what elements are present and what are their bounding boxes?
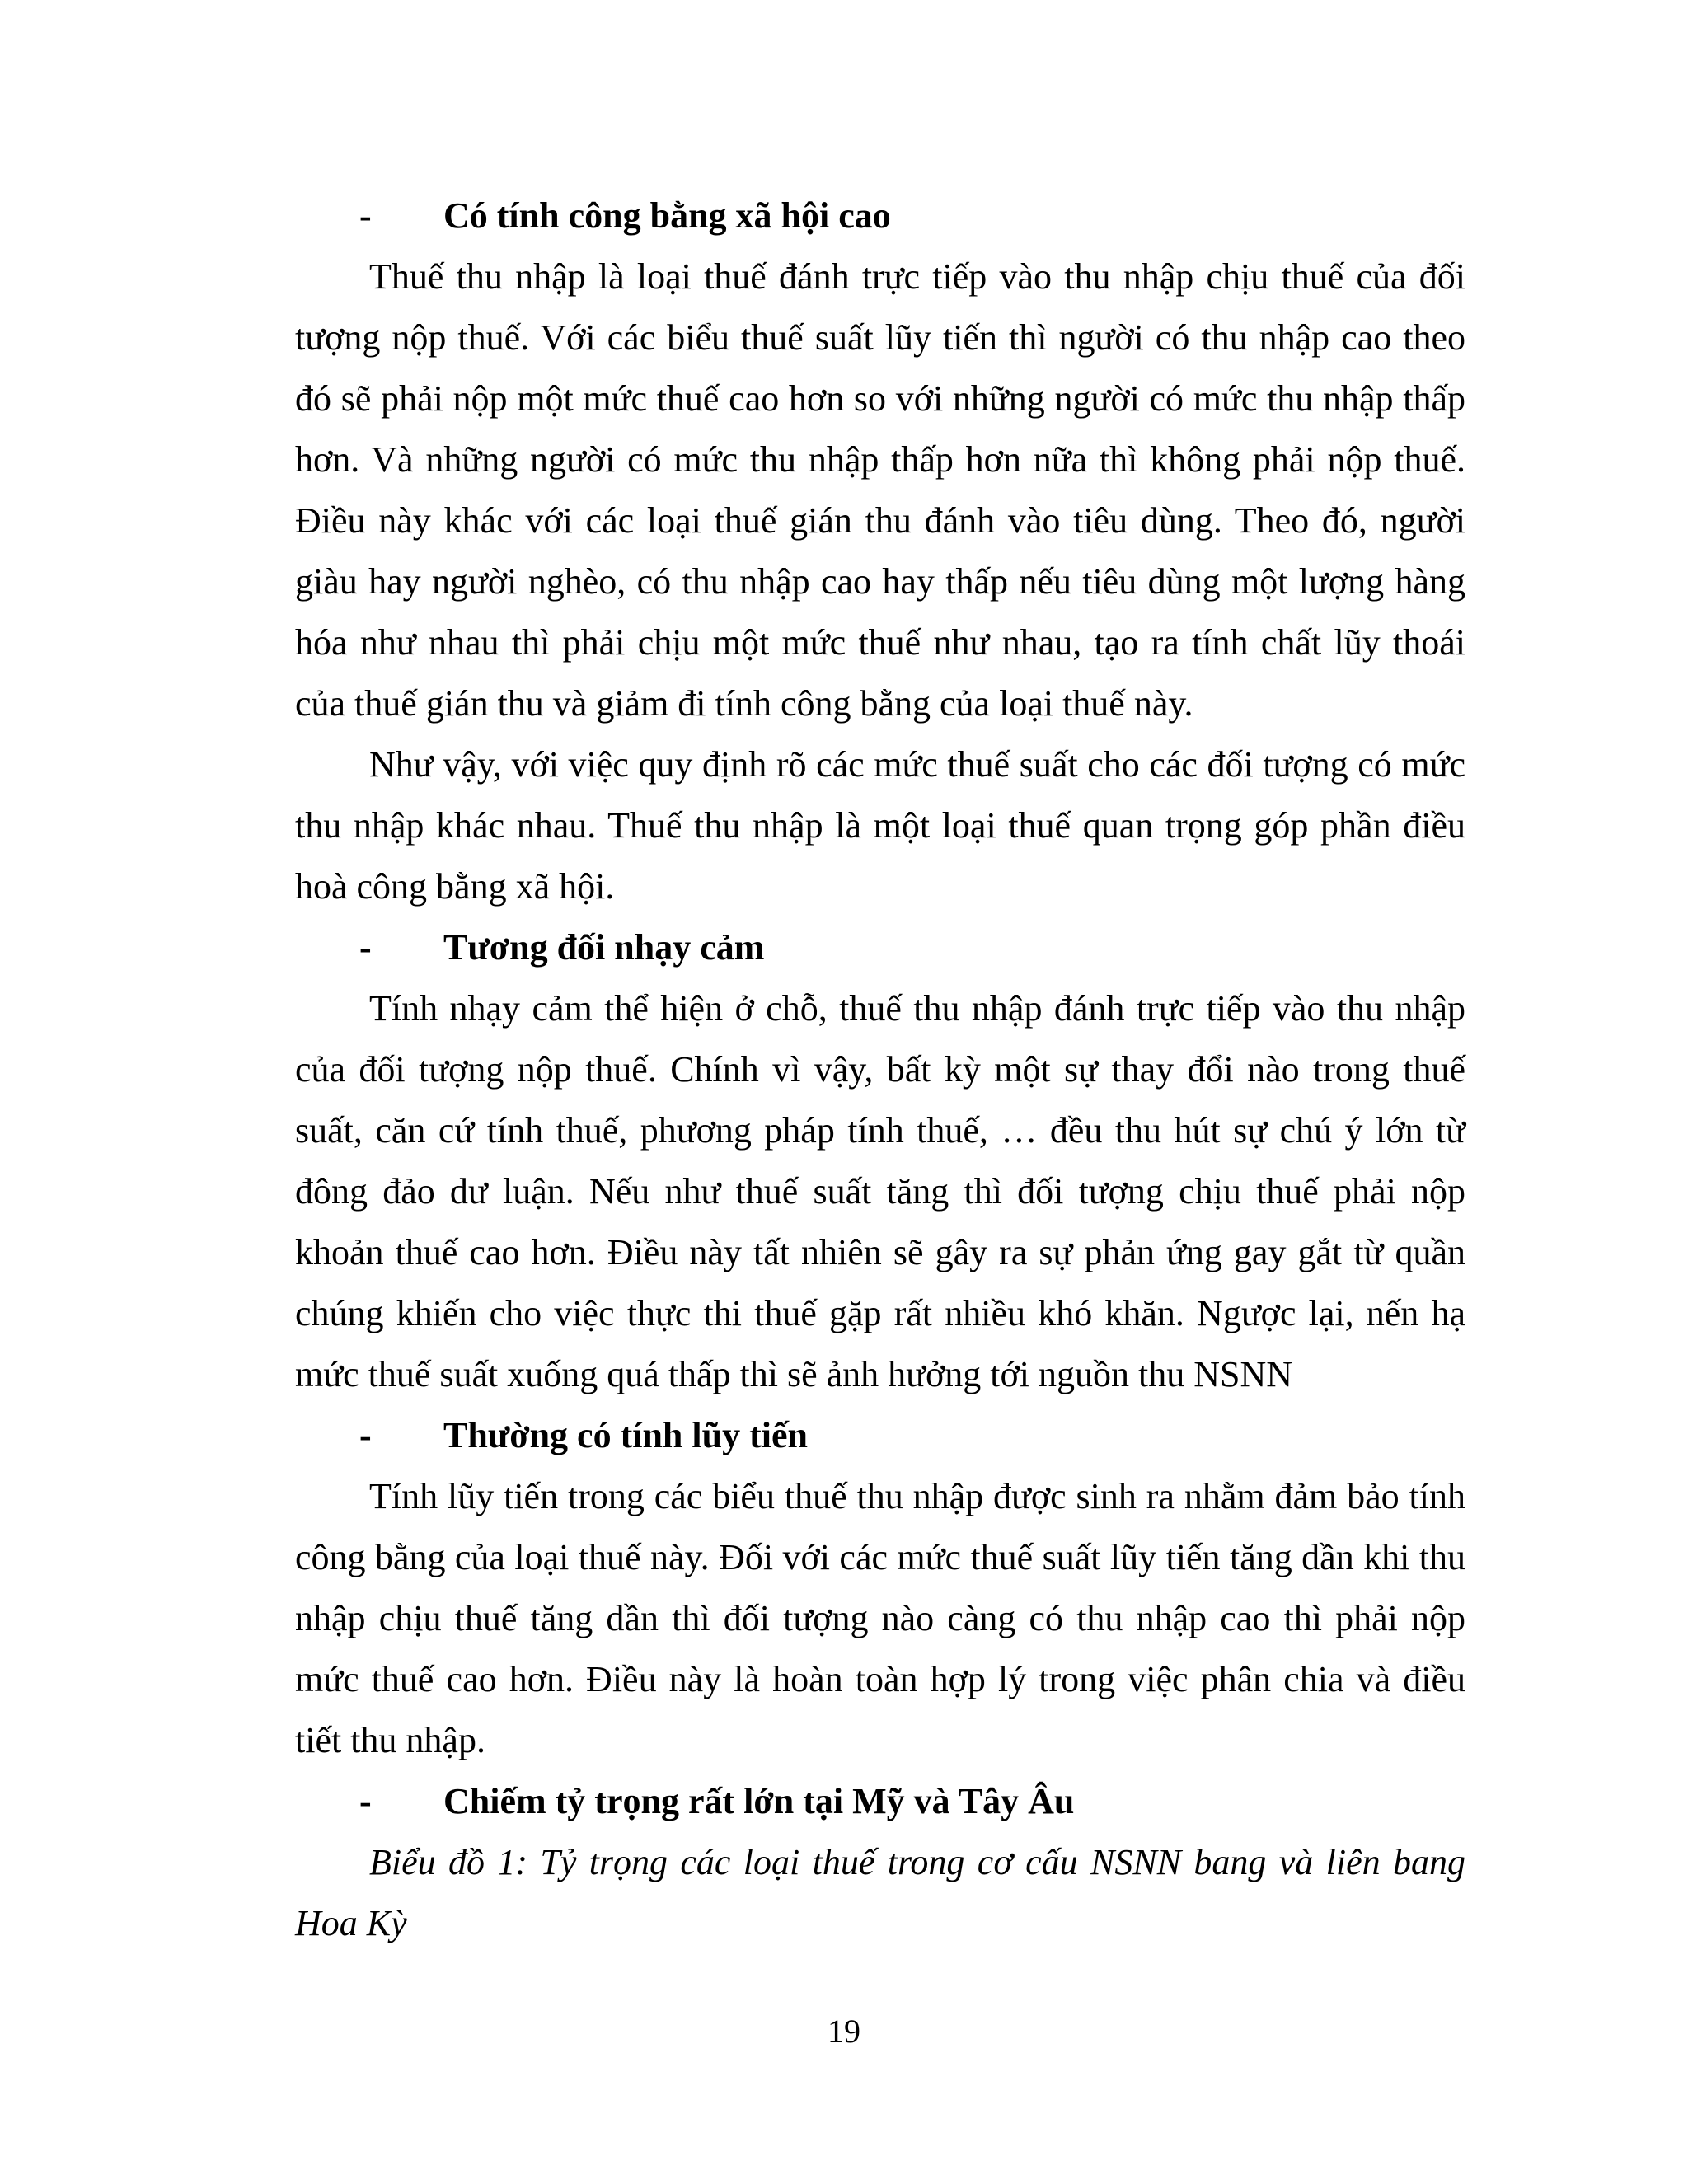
paragraph-sensitivity: Tính nhạy cảm thể hiện ở chỗ, thuế thu nhập đánh trực tiếp vào thu nhập của đối tượng nộp thuế. Chính vì vậy, bất kỳ một sự thay đổi nào trong thuế suất, căn cứ tính thuế, phương pháp tính thuế, … đều thu hút sự chú ý lớn từ đông đảo dư luận. Nếu như thuế suất tăng thì đối tượng chịu thuế phải nộp khoản thuế cao hơn. Điều này tất nhiên sẽ gây ra sự phản ứng gay gắt từ quần chúng khiến cho việc thực thi thuế gặp rất nhiều khó khăn. Ngược lại, nến hạ mức thuế suất xuống quá thấp thì sẽ ảnh hưởng tới nguồn thu NSNN	[295, 988, 1465, 1394]
section-heading-social-equity	[295, 185, 1465, 246]
figure-caption: Biểu đồ 1: Tỷ trọng các loại thuế trong cơ cấu NSNN bang và liên bang Hoa Kỳ	[295, 1842, 1465, 1943]
section-heading-progressive	[295, 1405, 1465, 1466]
bullet-dash: -	[359, 927, 372, 968]
heading-text: Tương đối nhạy cảm	[443, 927, 765, 968]
paragraph-social-equity-1: Thuế thu nhập là loại thuế đánh trực tiếp vào thu nhập chịu thuế của đối tượng nộp thuế. Với các biểu thuế suất lũy tiến thì người có thu nhập cao theo đó sẽ phải nộp một mức thuế cao hơn so với những người có mức thu nhập thấp hơn. Và những người có mức thu nhập thấp hơn nữa thì không phải nộp thuế. Điều này khác với các loại thuế gián thu đánh vào tiêu dùng. Theo đó, người giàu hay người nghèo, có thu nhập cao hay thấp nếu tiêu dùng một lượng hàng hóa như nhau thì phải chịu một mức thuế như nhau, tạo ra tính chất lũy thoái của thuế gián thu và giảm đi tính công bằng của loại thuế này.	[295, 256, 1465, 724]
bullet-dash: -	[359, 1781, 372, 1821]
page-number: 19	[828, 2013, 860, 2050]
heading-text: Chiếm tỷ trọng rất lớn tại Mỹ và Tây Âu	[443, 1781, 1075, 1821]
bullet-dash: -	[359, 1415, 372, 1455]
section-heading-us-europe-share	[295, 1771, 1465, 1832]
heading-text: Có tính công bằng xã hội cao	[443, 195, 891, 236]
paragraph-progressive: Tính lũy tiến trong các biểu thuế thu nhập được sinh ra nhằm đảm bảo tính công bằng của loại thuế này. Đối với các mức thuế suất lũy tiến tăng dần khi thu nhập chịu thuế tăng dần thì đối tượng nào càng có thu nhập cao thì phải nộp mức thuế cao hơn. Điều này là hoàn toàn hợp lý trong việc phân chia và điều tiết thu nhập.	[295, 1476, 1465, 1760]
paragraph-social-equity-2: Như vậy, với việc quy định rõ các mức thuế suất cho các đối tượng có mức thu nhập khác nhau. Thuế thu nhập là một loại thuế quan trọng góp phần điều hoà công bằng xã hội.	[295, 744, 1465, 907]
heading-text: Thường có tính lũy tiến	[443, 1415, 808, 1455]
bullet-dash: -	[359, 195, 372, 236]
page-body	[295, 185, 1465, 1954]
section-heading-sensitivity	[295, 917, 1465, 978]
